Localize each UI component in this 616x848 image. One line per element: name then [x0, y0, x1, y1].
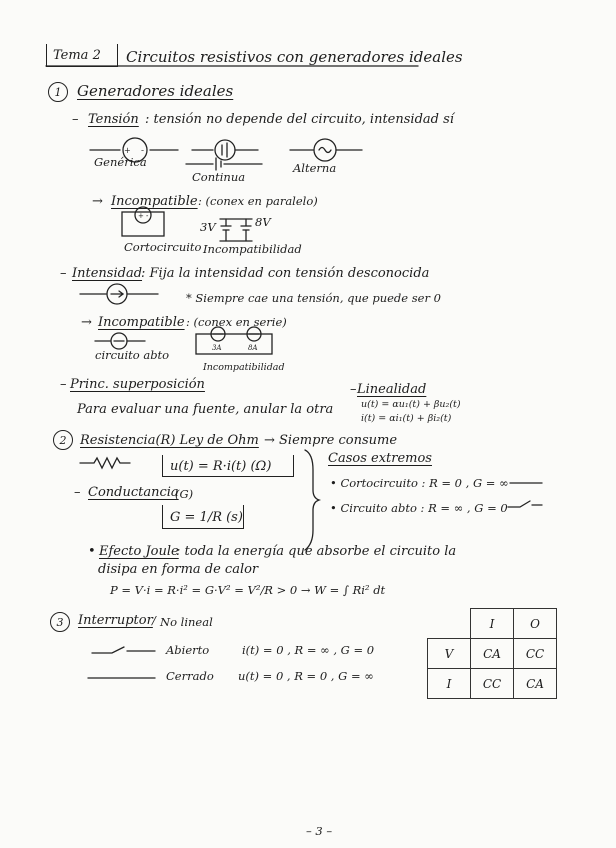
table-row	[428, 669, 557, 699]
dash-bullet: –	[74, 485, 81, 500]
section-1-title: Generadores ideales	[77, 82, 234, 100]
truth-table	[427, 608, 557, 699]
efecto-joule-text-2: disipa en forma de calor	[98, 562, 259, 577]
table-cell: CA	[471, 639, 514, 669]
linealidad-eq-1: u(t) = αu₁(t) + βu₂(t)	[361, 399, 461, 410]
dash-bullet: –	[60, 377, 67, 392]
conductancia-label: Conductancia	[88, 485, 179, 500]
circuito-abto-text: • Circuito abto : R = ∞ , G = 0	[330, 501, 508, 515]
linealidad-label: Linealidad	[357, 382, 427, 397]
section-3-title: Interruptor	[78, 613, 153, 628]
section-2-title: Resistencia(R) Ley de Ohm	[80, 433, 259, 448]
table-header-cell: I	[471, 609, 514, 639]
svg-text:-: -	[146, 212, 149, 220]
section-1-number: 1	[48, 82, 68, 102]
table-header-row	[428, 609, 557, 639]
table-corner	[428, 609, 471, 639]
arrow-bullet: →	[81, 315, 92, 330]
table-row	[428, 639, 557, 669]
v1-label: 3V	[200, 220, 216, 234]
casos-extremos-label: Casos extremos	[328, 451, 432, 466]
power-formula: P = V·i = R·i² = G·V² = V²/R > 0 → W = ∫ Ri² dt	[110, 583, 386, 597]
dash-bullet: –	[350, 382, 357, 397]
abierto-eq: i(t) = 0 , R = ∞ , G = 0	[242, 643, 375, 657]
ohm-formula: u(t) = R·i(t) (Ω)	[170, 459, 272, 474]
efecto-joule-text: : toda la energía que absorbe el circuito la	[176, 544, 457, 559]
incompatibilidad-2-label: Incompatibilidad	[203, 362, 285, 373]
siempre-text: * Siempre cae una tensión, que puede ser 0	[186, 291, 441, 305]
a1-label: 3A	[212, 344, 222, 352]
incompatibilidad-label: Incompatibilidad	[203, 242, 302, 256]
incompatible-2-text: : (conex en serie)	[186, 315, 287, 329]
cerrado-eq: u(t) = 0 , R = 0 , G = ∞	[238, 669, 374, 683]
cortocircuito-label: Cortocircuito	[124, 240, 202, 254]
section-3-slash: /	[152, 613, 156, 627]
circuito-abto-label: circuito abto	[95, 348, 170, 362]
superposicion-text: Para evaluar una fuente, anular la otra	[77, 402, 334, 417]
g-label: (G)	[175, 487, 194, 501]
section-3-subtitle: No lineal	[160, 615, 213, 629]
tension-label: Tensión	[88, 112, 139, 127]
cortocircuito-text: • Cortocircuito : R = 0 , G = ∞	[330, 476, 509, 490]
svg-text:-: -	[141, 146, 145, 156]
generica-label: Genérica	[94, 155, 147, 169]
dash-bullet: –	[72, 112, 79, 127]
table-header-cell: O	[514, 609, 557, 639]
section-2-number: 2	[53, 430, 73, 450]
bullet: •	[88, 544, 96, 559]
intensidad-label: Intensidad	[72, 266, 143, 281]
efecto-joule-label: Efecto Joule	[99, 544, 179, 559]
tension-text: : tensión no depende del circuito, intensidad sí	[145, 112, 454, 127]
g-formula: G = 1/R (s)	[170, 510, 243, 525]
incompatible-1-label: Incompatible	[111, 194, 198, 209]
svg-text:+: +	[124, 146, 131, 155]
tema-label: Tema 2	[53, 48, 101, 63]
alterna-label: Alterna	[293, 161, 337, 175]
table-row-label: I	[428, 669, 471, 699]
incompatible-2-label: Incompatible	[98, 315, 185, 330]
linealidad-eq-2: i(t) = αi₁(t) + βi₂(t)	[361, 413, 452, 424]
abierto-label: Abierto	[166, 643, 210, 657]
siempre-consume-text: → Siempre consume	[264, 433, 398, 448]
superposicion-label: Princ. superposición	[70, 377, 205, 392]
page-number: – 3 –	[306, 824, 333, 838]
svg-text:+: +	[138, 212, 144, 220]
continua-label: Continua	[192, 170, 246, 184]
page-title: Circuitos resistivos con generadores ideales	[126, 48, 463, 66]
table-cell: CC	[514, 639, 557, 669]
dash-bullet: –	[60, 266, 67, 281]
v2-label: 8V	[255, 215, 271, 229]
table-cell: CC	[471, 669, 514, 699]
a2-label: 8A	[248, 344, 258, 352]
intensidad-text: : Fija la intensidad con tensión desconocida	[141, 266, 430, 281]
table-cell: CA	[514, 669, 557, 699]
cerrado-label: Cerrado	[166, 669, 214, 683]
section-3-number: 3	[50, 612, 70, 632]
arrow-bullet: →	[92, 194, 103, 209]
incompatible-1-text: : (conex en paralelo)	[198, 194, 318, 208]
table-row-label: V	[428, 639, 471, 669]
